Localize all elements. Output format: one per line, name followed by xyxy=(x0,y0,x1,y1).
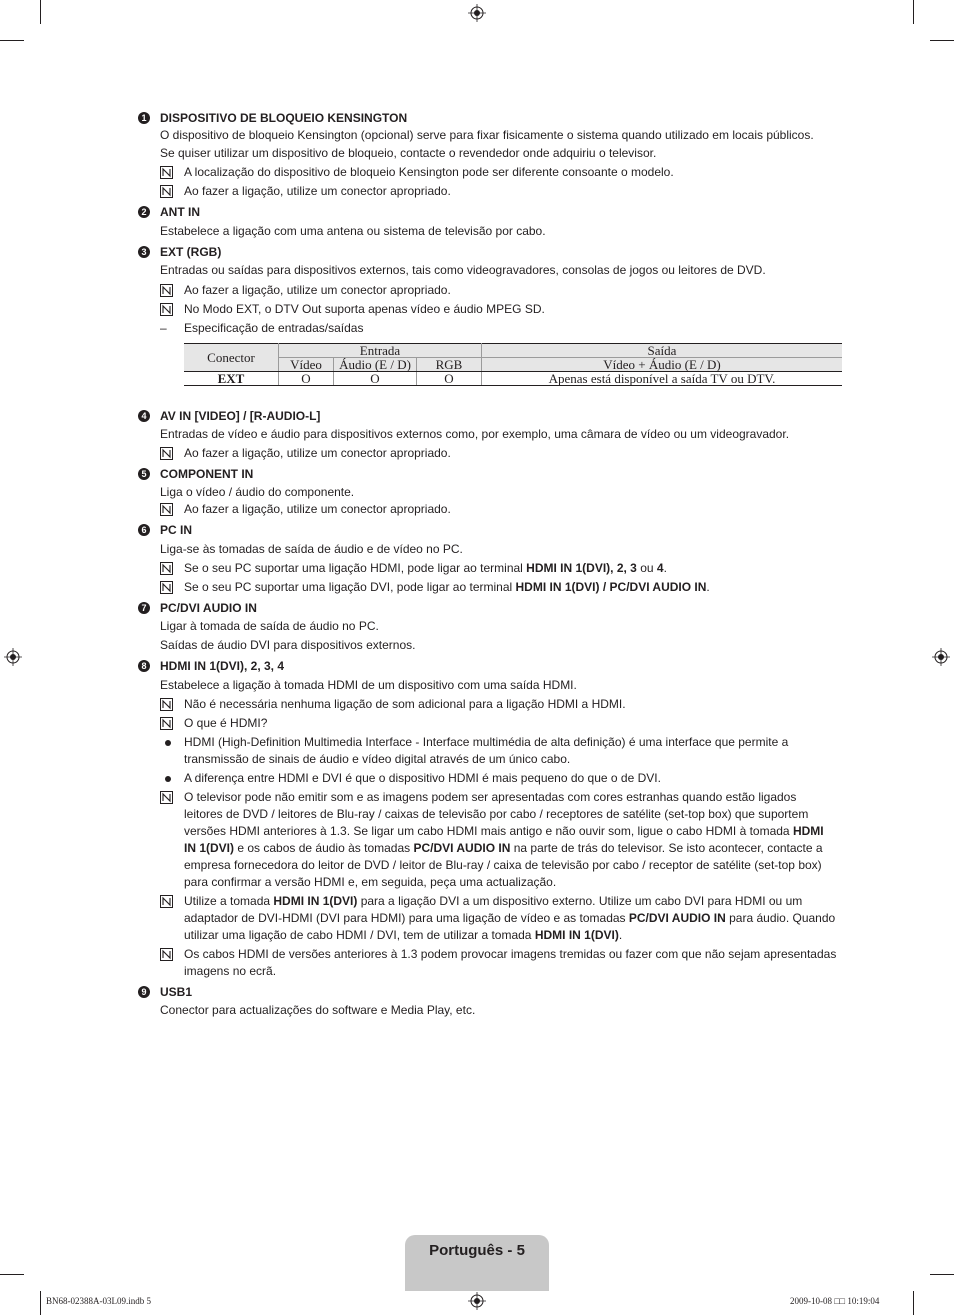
note-icon xyxy=(160,948,173,961)
section-title: DISPOSITIVO DE BLOQUEIO KENSINGTON xyxy=(160,111,408,125)
note xyxy=(160,445,838,462)
header-audio: Áudio (E / D) xyxy=(334,358,417,372)
print-slug-right: 2009-10-08 □□ 10:19:04 xyxy=(790,1296,880,1306)
note-text: Os cabos HDMI de versões anteriores à 1.3 podem provocar imagens tremidas ou fazer com que não sejam apresentadas imagens no ecrã. xyxy=(184,947,837,978)
section-kensington xyxy=(138,110,838,200)
section-number-badge: 9 xyxy=(138,986,150,998)
crop-mark xyxy=(930,40,954,41)
note-bold: HDMI IN 1(DVI) xyxy=(184,824,824,855)
header-entrada: Entrada xyxy=(279,344,482,358)
note xyxy=(160,164,838,181)
page-label: Português - 5 xyxy=(429,1242,525,1259)
header-video: Vídeo xyxy=(279,358,334,372)
note-text: No Modo EXT, o DTV Out suporta apenas vídeo e áudio MPEG SD. xyxy=(184,302,545,316)
dash-marker: – xyxy=(160,321,167,335)
crop-mark xyxy=(913,0,914,24)
note-bold: HDMI IN 1(DVI), 2, 3 xyxy=(526,561,637,575)
crop-mark xyxy=(0,1274,24,1275)
section-number-badge: 8 xyxy=(138,660,150,672)
note-icon xyxy=(160,185,173,198)
note-text: na parte de trás do televisor. Se isto acontecer, contacte a empresa fornecedora do leitor de DVD / leitor de Blu-ray / caixa de televisão por cabo / receptor de satélite (set-top box) para confirmar a versão HDMI e, em seguida, peça uma actualização. xyxy=(184,841,823,889)
note-text: ou xyxy=(636,561,657,575)
note-text: e os cabos de áudio às tomadas xyxy=(234,841,414,855)
section-pc-in xyxy=(138,522,838,596)
section-number-badge: 7 xyxy=(138,602,150,614)
bullet-text: HDMI (High-Definition Multimedia Interface - Interface multimédia de alta definição) é uma interface que permite a transmissão de sinais de áudio e vídeo digital através de um único cabo. xyxy=(184,735,789,766)
section-title: PC IN xyxy=(160,523,193,537)
note-icon xyxy=(160,717,173,730)
note-text: . xyxy=(663,561,667,575)
note xyxy=(160,893,838,944)
note xyxy=(160,282,838,299)
paragraph: Liga-se às tomadas de saída de áudio e de vídeo no PC. xyxy=(160,542,463,556)
paragraph: Entradas de vídeo e áudio para dispositivos externos como, por exemplo, uma câmara de vídeo ou um videogravador. xyxy=(160,427,790,441)
bullet-icon xyxy=(165,776,171,782)
page-number-tab xyxy=(405,1235,549,1291)
note xyxy=(160,183,838,200)
row-label: EXT xyxy=(184,372,279,386)
section-number-badge: 6 xyxy=(138,524,150,536)
table-cell: O xyxy=(334,372,417,386)
section-hdmi-in xyxy=(138,658,838,980)
note-icon xyxy=(160,562,173,575)
note-text: . xyxy=(618,928,623,942)
note-text: Ao fazer a ligação, utilize um conector apropriado. xyxy=(184,446,451,460)
table-header-row xyxy=(184,344,842,358)
registration-mark-icon xyxy=(4,648,22,666)
section-ant-in xyxy=(138,204,838,240)
section-number-badge: 1 xyxy=(138,112,150,124)
section-number-badge: 3 xyxy=(138,246,150,258)
bullet-icon xyxy=(165,740,171,746)
note-text: . xyxy=(706,580,710,594)
note-text: A localização do dispositivo de bloqueio Kensington pode ser diferente consoante o modelo. xyxy=(184,165,674,179)
note-bold: PC/DVI AUDIO IN xyxy=(628,911,726,925)
section-ext-rgb xyxy=(138,244,838,386)
note xyxy=(160,301,838,318)
note-bold: 4 xyxy=(656,561,664,575)
note-text: O televisor pode não emitir som e as imagens podem ser apresentadas com cores estranhas quando estão ligados leitores de DVD / leitores de Blu-ray / caixas de televisão por cabo / receptores de satélite (set-top box) que suportem versões HDMI anteriores à 1.3. Se ligar um cabo HDMI mais antigo e não ouvir som, ligue o cabo HDMI à tomada xyxy=(184,790,809,838)
table-subheader-row xyxy=(184,358,842,372)
note xyxy=(160,696,838,713)
registration-mark-icon xyxy=(932,648,950,666)
paragraph: Conector para actualizações do software e Media Play, etc. xyxy=(160,1003,476,1017)
io-spec-table xyxy=(184,343,842,386)
note xyxy=(160,501,838,518)
note-text: Não é necessária nenhuma ligação de som adicional para a ligação HDMI a HDMI. xyxy=(184,697,626,711)
paragraph: Estabelece a ligação à tomada HDMI de um dispositivo com uma saída HDMI. xyxy=(160,678,577,692)
note-text: Utilize a tomada xyxy=(184,894,274,908)
note xyxy=(160,560,838,577)
section-title: USB1 xyxy=(160,985,193,999)
note-icon xyxy=(160,581,173,594)
note-text: para a ligação DVI a um dispositivo externo. Utilize um cabo DVI para HDMI ou um adaptador de DVI-HDMI (DVI para HDMI) para uma ligação de vídeo e as tomadas xyxy=(184,894,803,925)
crop-mark xyxy=(40,0,41,24)
section-title: ANT IN xyxy=(160,205,200,219)
section-title: COMPONENT IN xyxy=(160,467,254,481)
note-icon xyxy=(160,284,173,297)
paragraph: Entradas ou saídas para dispositivos externos, tais como videogravadores, consolas de jogos ou leitores de DVD. xyxy=(160,263,766,277)
table-cell: Apenas está disponível a saída TV ou DTV. xyxy=(482,372,843,386)
section-title: PC/DVI AUDIO IN xyxy=(160,601,257,615)
paragraph: Liga o vídeo / áudio do componente. xyxy=(160,485,355,499)
section-usb1 xyxy=(138,984,838,1019)
note-icon xyxy=(160,895,173,908)
section-pc-dvi-audio-in xyxy=(138,600,838,654)
crop-mark xyxy=(913,1291,914,1315)
crop-mark xyxy=(40,1291,41,1315)
bullet-item xyxy=(160,734,838,768)
paragraph: Estabelece a ligação com uma antena ou sistema de televisão por cabo. xyxy=(160,224,546,238)
note-text: Se o seu PC suportar uma ligação HDMI, pode ligar ao terminal xyxy=(184,561,527,575)
note-text: Se o seu PC suportar uma ligação DVI, pode ligar ao terminal xyxy=(184,580,516,594)
note-icon xyxy=(160,447,173,460)
note-bold: HDMI IN 1(DVI) xyxy=(273,894,358,908)
dash-item xyxy=(160,320,838,337)
note-bold: HDMI IN 1(DVI) xyxy=(534,928,619,942)
note-bold: PC/DVI AUDIO IN xyxy=(413,841,511,855)
note-bold: HDMI IN 1(DVI) / PC/DVI AUDIO IN xyxy=(515,580,707,594)
note-icon xyxy=(160,791,173,804)
note-icon xyxy=(160,303,173,316)
note-icon xyxy=(160,166,173,179)
crop-mark xyxy=(930,1274,954,1275)
section-number-badge: 4 xyxy=(138,410,150,422)
section-av-in xyxy=(138,408,838,462)
section-title: EXT (RGB) xyxy=(160,245,222,259)
paragraph: Saídas de áudio DVI para dispositivos externos. xyxy=(160,638,416,652)
note xyxy=(160,715,838,732)
header-video-audio: Vídeo + Áudio (E / D) xyxy=(482,358,843,372)
note-text: Ao fazer a ligação, utilize um conector apropriado. xyxy=(184,283,451,297)
section-number-badge: 2 xyxy=(138,206,150,218)
section-title: HDMI IN 1(DVI), 2, 3, 4 xyxy=(160,659,285,673)
header-conector: Conector xyxy=(184,344,279,372)
bullet-text: A diferença entre HDMI e DVI é que o dispositivo HDMI é mais pequeno do que o de DVI. xyxy=(184,771,661,785)
manual-content xyxy=(138,110,838,1019)
bullet-item xyxy=(160,770,838,787)
registration-mark-icon xyxy=(468,4,486,22)
section-component-in xyxy=(138,466,838,518)
crop-mark xyxy=(0,40,24,41)
paragraph: Ligar à tomada de saída de áudio no PC. xyxy=(160,619,379,633)
paragraph: O dispositivo de bloqueio Kensington (opcional) serve para fixar fisicamente o sistema quando utilizado em locais públicos. xyxy=(160,128,814,142)
note-text: Ao fazer a ligação, utilize um conector apropriado. xyxy=(184,502,451,516)
header-rgb: RGB xyxy=(417,358,482,372)
note-text: Ao fazer a ligação, utilize um conector apropriado. xyxy=(184,184,451,198)
section-title: AV IN [VIDEO] / [R-AUDIO-L] xyxy=(160,409,321,423)
registration-mark-icon xyxy=(468,1292,486,1310)
section-number-badge: 5 xyxy=(138,468,150,480)
note xyxy=(160,789,838,891)
table-cell: O xyxy=(417,372,482,386)
note-icon xyxy=(160,503,173,516)
dash-text: Especificação de entradas/saídas xyxy=(184,321,364,335)
note xyxy=(160,946,838,980)
note xyxy=(160,579,838,596)
print-slug-left: BN68-02388A-03L09.indb 5 xyxy=(46,1296,151,1306)
header-saida: Saída xyxy=(482,344,843,358)
table-row xyxy=(184,372,842,386)
paragraph: Se quiser utilizar um dispositivo de bloqueio, contacte o revendedor onde adquiriu o televisor. xyxy=(160,146,657,160)
note-icon xyxy=(160,698,173,711)
note-text: para áudio. Quando utilizar uma ligação de cabo HDMI / DVI, tem de utilizar a tomada xyxy=(184,911,836,942)
note-text: O que é HDMI? xyxy=(184,716,268,730)
table-cell: O xyxy=(279,372,334,386)
